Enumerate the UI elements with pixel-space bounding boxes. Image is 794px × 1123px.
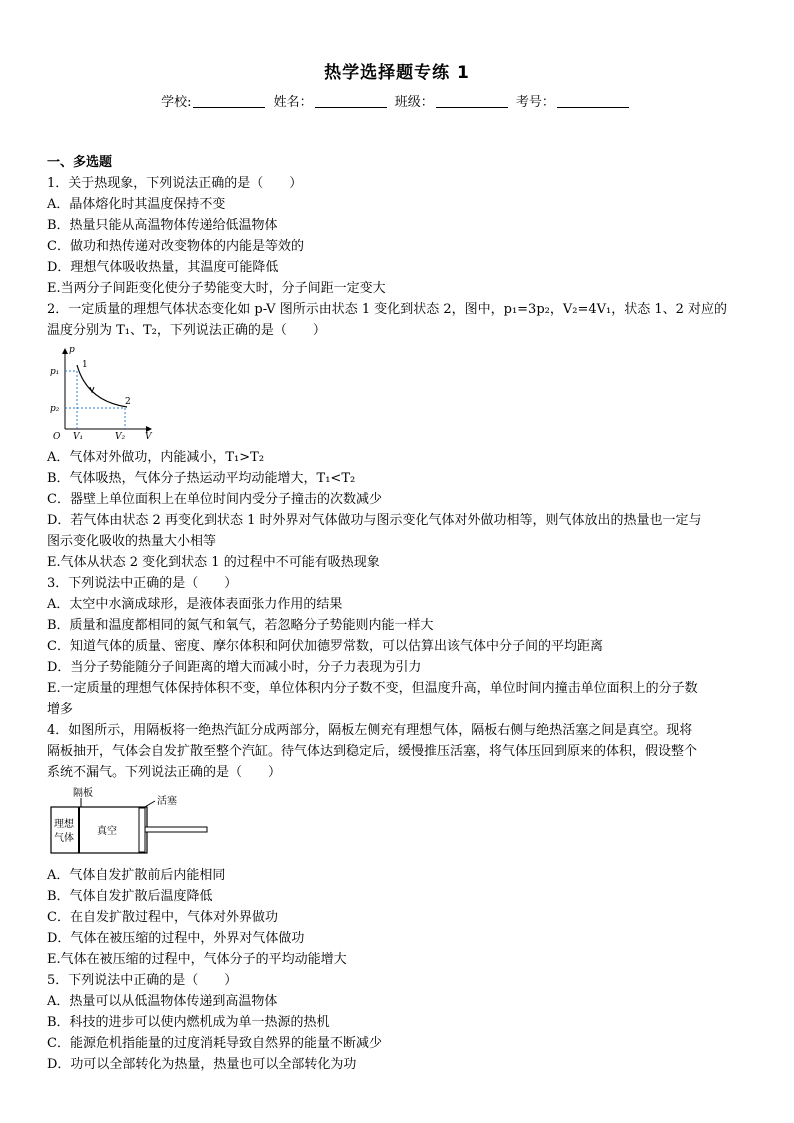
piston-label: 活塞 xyxy=(157,796,177,807)
gas-label-line1: 理想 xyxy=(54,819,74,830)
v2-label: V₂ xyxy=(115,432,126,441)
class-blank[interactable] xyxy=(436,95,508,108)
q3-option-a: A．太空中水滴成球形，是液体表面张力作用的结果 xyxy=(47,597,343,612)
q4-stem-line1: 4．如图所示，用隔板将一绝热汽缸分成两部分，隔板左侧充有理想气体，隔板右侧与绝热活塞之间是真空。现将 xyxy=(47,723,693,738)
q5-option-c: C．能源危机指能量的过度消耗导致自然界的能量不断减少 xyxy=(47,1036,382,1051)
q3-option-e-line2: 增多 xyxy=(47,702,74,717)
q4-stem-line2: 隔板抽开，气体会自发扩散至整个汽缸。待气体达到稳定后，缓慢推压活塞，将气体压回到原来的体积，假设整个 xyxy=(47,744,698,759)
q4-option-d: D．气体在被压缩的过程中，外界对气体做功 xyxy=(47,931,305,946)
q2-stem-line1: 2．一定质量的理想气体状态变化如 p-V 图所示由状态 1 变化到状态 2，图中，p₁=3p₂，V₂=4V₁，状态 1、2 对应的 xyxy=(47,302,728,317)
section-heading: 一、多选题 xyxy=(47,155,113,170)
name-blank[interactable] xyxy=(315,95,387,108)
process-curve xyxy=(77,365,127,407)
q5-option-d: D．功可以全部转化为热量，热量也可以全部转化为功 xyxy=(47,1057,357,1072)
q3-option-b: B．质量和温度都相同的氮气和氧气，若忽略分子势能则内能一样大 xyxy=(47,618,434,633)
q1-option-b: B．热量只能从高温物体传递给低温物体 xyxy=(47,218,278,233)
piston xyxy=(139,808,145,852)
school-label: 学校: xyxy=(161,95,192,110)
v1-label: V₁ xyxy=(73,432,84,441)
student-info-line xyxy=(0,91,794,110)
q2-option-c: C．器壁上单位面积上在单位时间内受分子撞击的次数减少 xyxy=(47,492,382,507)
curve-arrow xyxy=(90,387,94,392)
exam-no-blank[interactable] xyxy=(557,95,629,108)
q2-option-b: B．气体吸热，气体分子热运动平均动能增大，T₁<T₂ xyxy=(47,471,356,486)
q1-option-d: D．理想气体吸收热量，其温度可能降低 xyxy=(47,260,279,275)
q2-stem-line2: 温度分别为 T₁、T₂，下列说法正确的是（ ） xyxy=(47,323,326,338)
q4-option-c: C．在自发扩散过程中，气体对外界做功 xyxy=(47,910,278,925)
q3-stem: 3．下列说法中正确的是（ ） xyxy=(47,576,238,591)
q5-option-b: B．科技的进步可以使内燃机成为单一热源的热机 xyxy=(47,1015,330,1030)
pv-graph-svg xyxy=(47,343,167,441)
q4-option-a: A．气体自发扩散前后内能相同 xyxy=(47,868,226,883)
v-axis-label: V xyxy=(145,432,152,441)
page-title: 热学选择题专练 1 xyxy=(324,63,470,83)
q2-option-d-line1: D．若气体由状态 2 再变化到状态 1 时外界对气体做功与图示变化气体对外做功相等，则气体放出的热量也一定与 xyxy=(47,513,702,528)
exam-no-label: 考号： xyxy=(515,95,555,110)
cylinder-svg xyxy=(47,785,217,859)
origin-label: O xyxy=(53,432,61,441)
piston-rod xyxy=(145,827,207,832)
q4-option-e: E.气体在被压缩的过程中，气体分子的平均动能增大 xyxy=(47,952,347,967)
p-axis-label: p xyxy=(69,345,75,355)
p2-label: p₂ xyxy=(50,404,60,414)
state-1-label: 1 xyxy=(82,360,88,370)
school-blank[interactable] xyxy=(193,95,265,108)
q1-option-a: A．晶体熔化时其温度保持不变 xyxy=(47,197,226,212)
q4-option-b: B．气体自发扩散后温度降低 xyxy=(47,889,213,904)
questions xyxy=(47,152,752,1075)
q3-option-c: C．知道气体的质量、密度、摩尔体积和阿伏加德罗常数，可以估算出该气体中分子间的平均距离 xyxy=(47,639,603,654)
q5-option-a: A．热量可以从低温物体传递到高温物体 xyxy=(47,994,278,1009)
gas-label-line2: 气体 xyxy=(54,833,74,844)
q1-option-c: C．做功和热传递对改变物体的内能是等效的 xyxy=(47,239,304,254)
q3-option-e-line1: E.一定质量的理想气体保持体积不变，单位体积内分子数不变，但温度升高，单位时间内撞击单位面积上的分子数 xyxy=(47,681,698,696)
q4-stem-line3: 系统不漏气。下列说法正确的是（ ） xyxy=(47,765,282,780)
q1-option-e: E.当两分子间距变化使分子势能变大时，分子间距一定变大 xyxy=(47,281,386,296)
vacuum-label: 真空 xyxy=(97,826,117,837)
name-label: 姓名： xyxy=(273,95,313,110)
q2-option-d-line2: 图示变化吸收的热量大小相等 xyxy=(47,534,217,549)
q2-pv-graph xyxy=(47,343,752,445)
partition-label: 隔板 xyxy=(73,788,93,799)
q4-cylinder-figure xyxy=(47,785,752,863)
q1-stem: 1．关于热现象，下列说法正确的是（ ） xyxy=(47,176,303,191)
q2-option-e: E.气体从状态 2 变化到状态 1 的过程中不可能有吸热现象 xyxy=(47,555,380,570)
q2-option-a: A．气体对外做功，内能减小，T₁>T₂ xyxy=(47,450,265,465)
q5-stem: 5．下列说法中正确的是（ ） xyxy=(47,973,238,988)
class-label: 班级： xyxy=(394,95,434,110)
q3-option-d: D．当分子势能随分子间距离的增大而减小时，分子力表现为引力 xyxy=(47,660,422,675)
p1-label: p₁ xyxy=(50,367,60,377)
state-2-label: 2 xyxy=(125,397,131,407)
